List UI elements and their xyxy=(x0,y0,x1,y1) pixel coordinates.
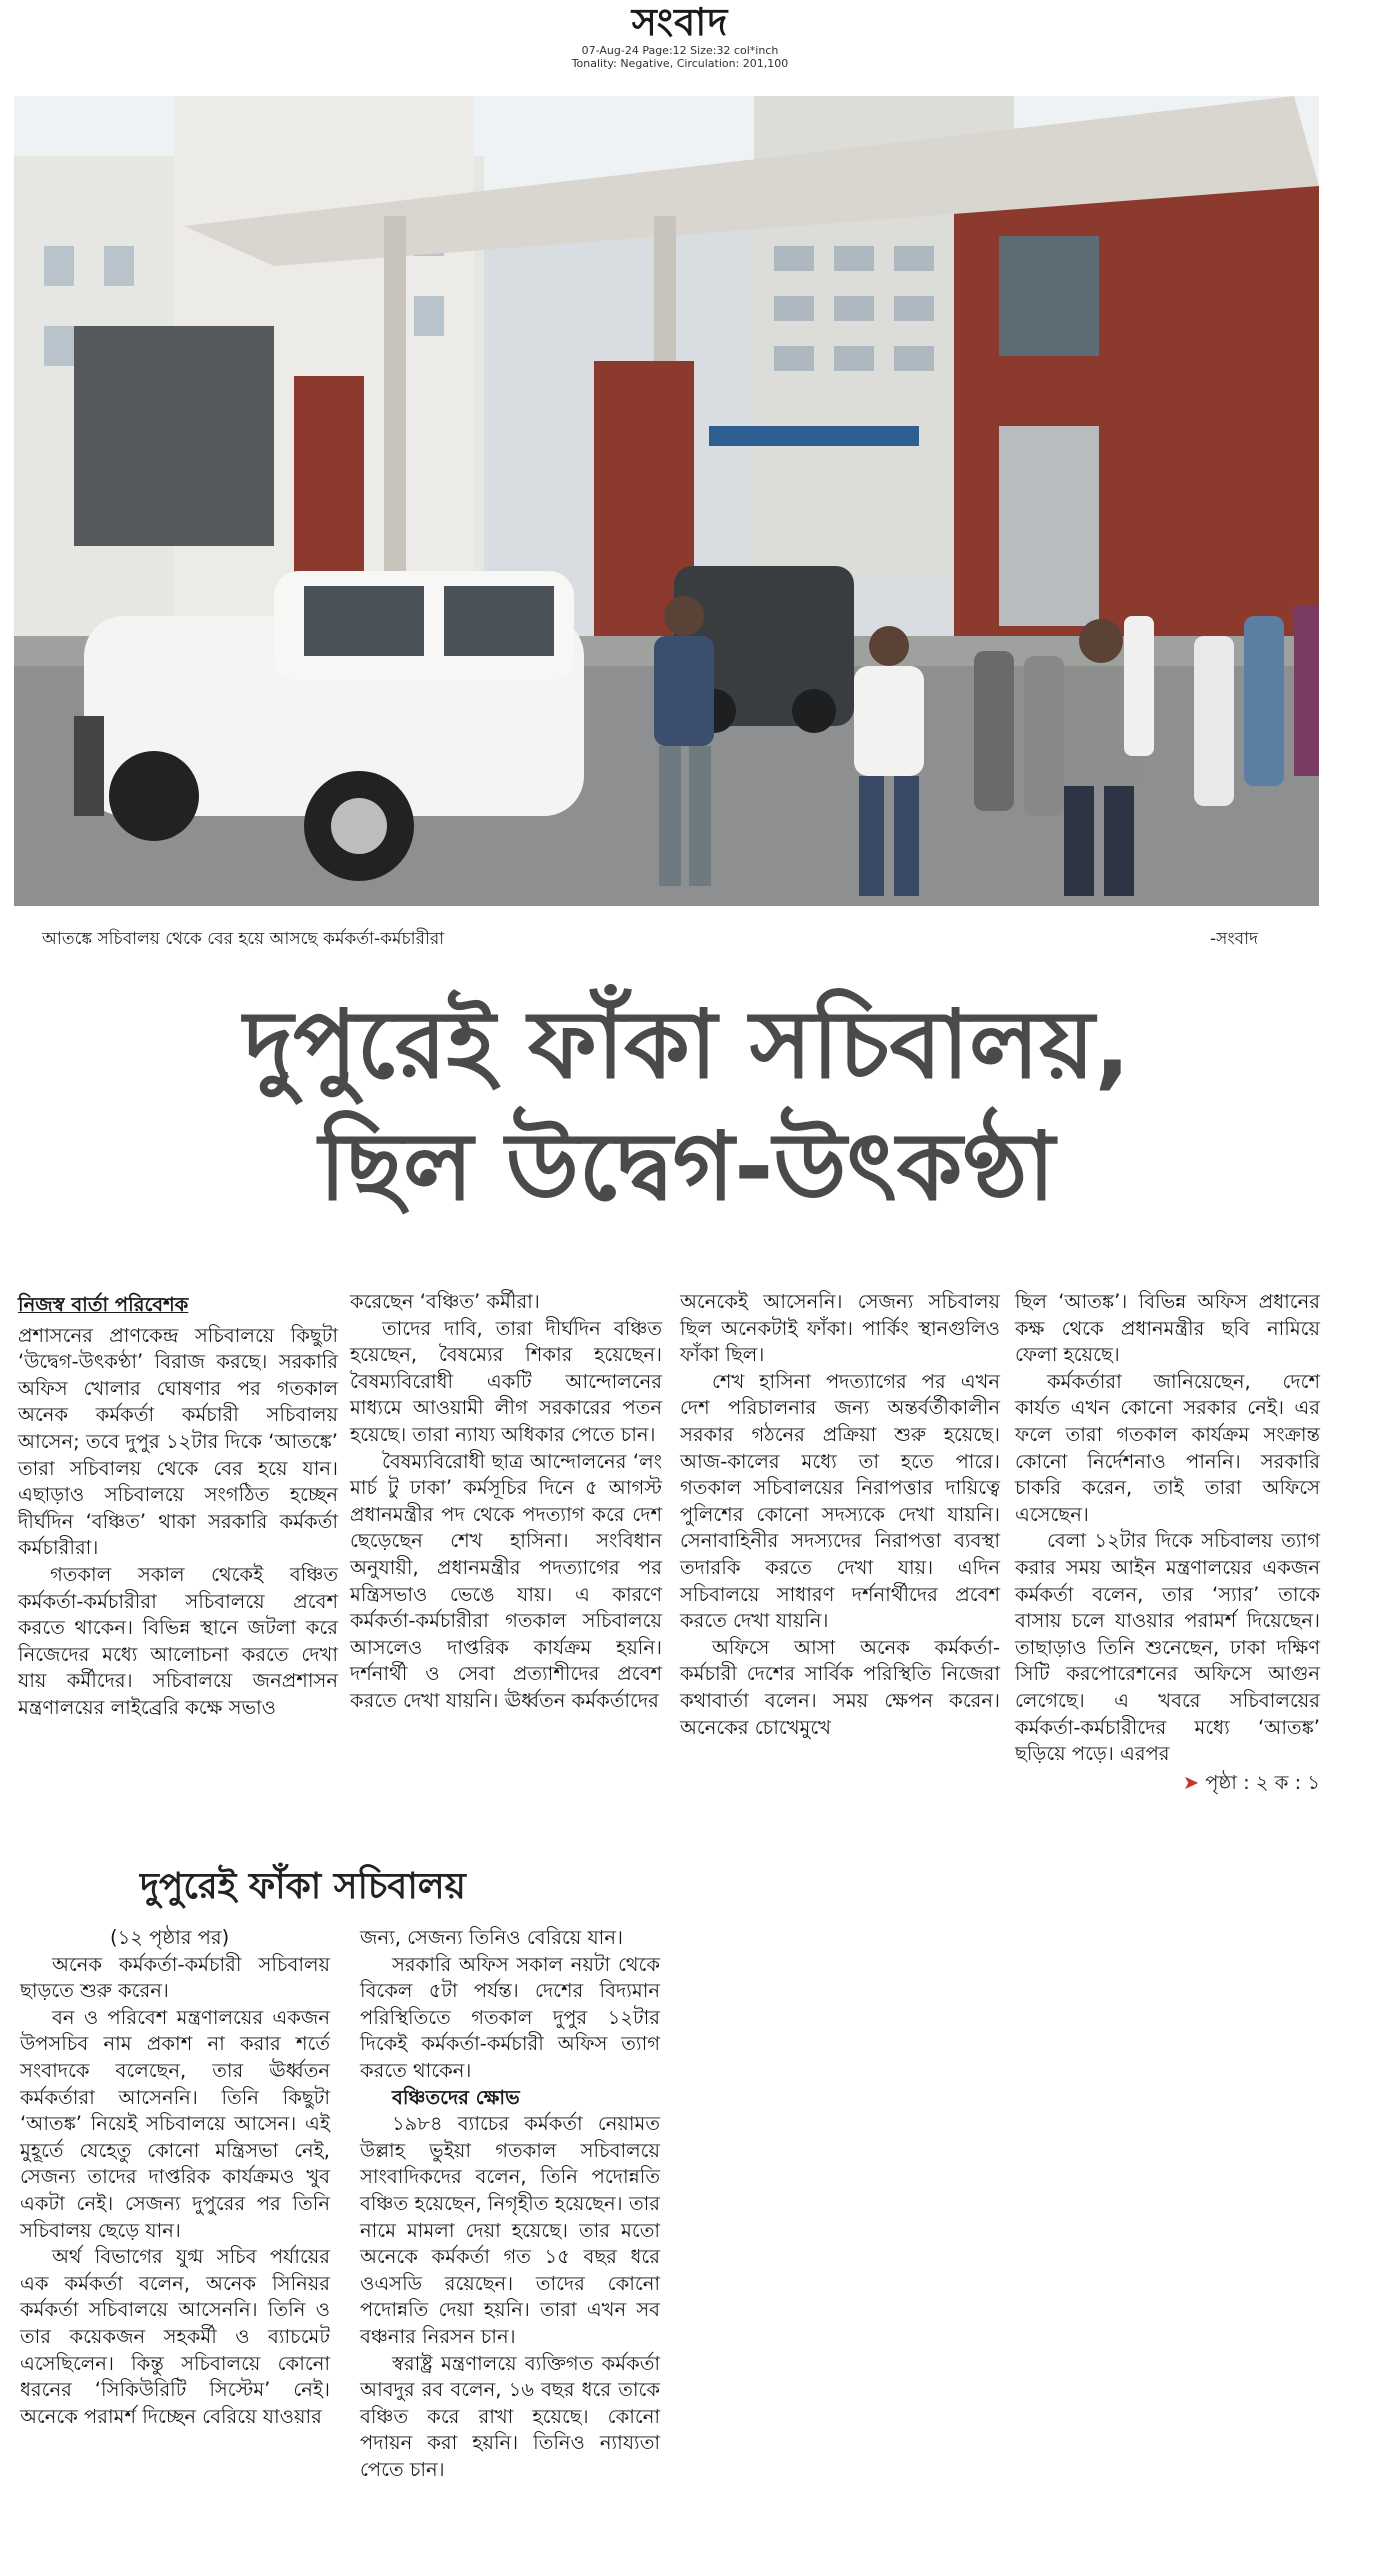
paragraph: অনেক কর্মকর্তা-কর্মচারী সচিবালয় ছাড়তে শুরু করেন। xyxy=(20,1952,330,2003)
paragraph: অর্থ বিভাগের যুগ্ম সচিব পর্যায়ের এক কর্মকর্তা বলেন, অনেক সিনিয়র কর্মকর্তা সচিবালয়ে আসেননি। তিনি ও তার কয়েকজন সহকর্মী ও ব্যাচমেট এসেছিলেন। কিন্তু সচিবালয়ে কোনো ধরনের ‘সিকিউরিটি সিস্টেম’ নেই। অনেকে পরামর্শ দিচ্ছেন বেরিয়ে যাওয়ার xyxy=(20,2245,330,2428)
photo-credit: -সংবাদ xyxy=(1210,929,1259,949)
paragraph: প্রশাসনের প্রাণকেন্দ্র সচিবালয়ে কিছুটা ‘উদ্বেগ-উৎকণ্ঠা’ বিরাজ করছে। সরকারি অফিস খোলার ঘোষণার পর গতকাল অনেক কর্মকর্তা কর্মচারী সচিবালয় আসেন; তবে দুপুর ১২টার দিকে ‘আতঙ্কে’ তারা সচিবালয় থেকে বের হয়ে যান। এছাড়াও সচিবালয়ে সংগঠিত হচ্ছেন দীর্ঘদিন ‘বঞ্চিত’ থাকা সরকারি কর্মকর্তা কর্মচারীরা। xyxy=(18,1323,338,1560)
photo-caption: আতঙ্কে সচিবালয় থেকে বের হয়ে আসছে কর্মকর্তা-কর্মচারীরা xyxy=(42,929,445,949)
paragraph: শেখ হাসিনা পদত্যাগের পর এখন দেশ পরিচালনার জন্য অন্তর্বর্তীকালীন সরকার গঠনের প্রক্রিয়া শুরু হয়েছে। আজ-কালের মধ্যে তা হতে পারে। গতকাল সচিবালয়ের নিরাপত্তার দায়িত্বে পুলিশের কোনো সদস্যকে দেখা যায়নি। সেনাবাহিনীর সদস্যদের নিরাপত্তা ব্যবস্থা তদারকি করতে দেখা যায়। এদিন সচিবালয়ে সাধারণ দর্শনার্থীদের প্রবেশ করতে দেখা যায়নি। xyxy=(680,1369,1000,1633)
paragraph: সরকারি অফিস সকাল নয়টা থেকে বিকেল ৫টা পর্যন্ত। দেশের বিদ্যমান পরিস্থিতিতে গতকাল দুপুর ১২টার দিকেই কর্মকর্তা-কর্মচারী অফিস ত্যাগ করতে থাকেন। xyxy=(360,1952,660,2082)
article-headline xyxy=(0,985,1374,1229)
article-column-3 xyxy=(680,1289,1000,1741)
subheading: বঞ্চিতদের ক্ষোভ xyxy=(392,2085,520,2109)
paragraph: ছিল ‘আতঙ্ক’। বিভিন্ন অফিস প্রধানের কক্ষ থেকে প্রধানমন্ত্রীর ছবি নামিয়ে ফেলা হয়েছে। xyxy=(1015,1290,1320,1367)
paragraph: বেলা ১২টার দিকে সচিবালয় ত্যাগ করার সময় আইন মন্ত্রণালয়ের একজন কর্মকর্তা বলেন, তার ‘স্যার’ তাকে বাসায় চলে যাওয়ার পরামর্শ দিয়েছেন। তাছাড়াও তিনি শুনেছেন, ঢাকা দক্ষিণ সিটি করপোরেশনের অফিসে আগুন লেগেছে। এ খবরে সচিবালয়ের কর্মকর্তা-কর্মচারীদের মধ্যে ‘আতঙ্ক’ ছড়িয়ে পড়ে। এরপর xyxy=(1015,1529,1320,1766)
headline-line-2: ছিল উদ্বেগ-উৎকণ্ঠা xyxy=(319,1113,1055,1222)
paragraph: করেছেন ‘বঞ্চিত’ কর্মীরা। xyxy=(350,1290,540,1313)
jump-text: পৃষ্ঠা : ২ ক : ১ xyxy=(1205,1770,1320,1794)
page-jump-reference xyxy=(1015,1770,1320,1797)
paragraph: জন্য, সেজন্য তিনিও বেরিয়ে যান। xyxy=(360,1926,623,1949)
article-column-4 xyxy=(1015,1289,1320,1796)
news-photo xyxy=(14,96,1319,906)
jump-arrow-icon: ➤ xyxy=(1182,1770,1206,1794)
paragraph: বৈষম্যবিরোধী ছাত্র আন্দোলনের ‘লং মার্চ টু ঢাকা’ কর্মসূচির দিনে ৫ আগস্ট প্রধানমন্ত্রীর পদ থেকে পদত্যাগ করে দেশ ছেড়েছেন শেখ হাসিনা। সংবিধান অনুযায়ী, প্রধানমন্ত্রীর পদত্যাগের পর মন্ত্রিসভাও ভেঙে যায়। এ কারণে কর্মকর্তা-কর্মচারীরা গতকাল সচিবালয়ে আসলেও দাপ্তরিক কার্যক্রম হয়নি। দর্শনার্থী ও সেবা প্রত্যাশীদের প্রবেশ করতে দেখা যায়নি। ঊর্ধ্বতন কর্মকর্তাদের xyxy=(350,1449,662,1712)
paragraph: স্বরাষ্ট্র মন্ত্রণালয়ে ব্যক্তিগত কর্মকর্তা আবদুর রব বলেন, ১৬ বছর ধরে তাকে বঞ্চিত করে রাখা হয়েছে। কোনো পদায়ন করা হয়নি। তিনিও ন্যায্যতা পেতে চান। xyxy=(360,2351,660,2481)
headline-line-1: দুপুরেই ফাঁকা সচিবালয়, xyxy=(243,991,1131,1100)
secretariat-gate-scene xyxy=(14,96,1319,906)
newspaper-masthead: সংবাদ xyxy=(631,0,729,44)
continued-from-label: (১২ পৃষ্ঠার পর) xyxy=(110,1926,230,1949)
paragraph: অনেকেই আসেননি। সেজন্য সচিবালয় ছিল অনেকটাই ফাঁকা। পার্কিং স্থানগুলিও ফাঁকা ছিল। xyxy=(680,1290,1000,1367)
paragraph: গতকাল সকাল থেকেই বঞ্চিত কর্মকর্তা-কর্মচারীরা সচিবালয়ে প্রবেশ করতে থাকেন। বিভিন্ন স্থানে জটলা করে নিজেদের মধ্যে আলোচনা করতে দেখা যায় কর্মীদের। সচিবালয়ে জনপ্রশাসন মন্ত্রণালয়ের লাইব্রেরি কক্ষে সভাও xyxy=(18,1562,338,1719)
continuation-column-1 xyxy=(20,1925,330,2430)
paragraph: ১৯৮৪ ব্যাচের কর্মকর্তা নেয়ামত উল্লাহ ভুইয়া গতকাল সচিবালয়ে সাংবাদিকদের বলেন, তিনি পদোন্নতি বঞ্চিত হয়েছেন, নিগৃহীত হয়েছেন। তার নামে মামলা দেয়া হয়েছে। তার মতো অনেকে কর্মকর্তা গত ১৫ বছর ধরে ওএসডি রয়েছেন। তাদের কোনো পদোন্নতি দেয়া হয়নি। তারা এখন সব বঞ্চনার নিরসন চান। xyxy=(360,2112,660,2348)
article-column-1 xyxy=(18,1292,338,1722)
continuation-column-2 xyxy=(360,1925,660,2483)
article-column-2 xyxy=(350,1289,662,1715)
paragraph: তাদের দাবি, তারা দীর্ঘদিন বঞ্চিত হয়েছেন, বৈষম্যের শিকার হয়েছেন। বৈষম্যবিরোধী একটি আন্দোলনের মাধ্যমে আওয়ামী লীগ সরকারের পতন হয়েছে। তারা ন্যায্য অধিকার পেতে চান। xyxy=(350,1316,662,1446)
clipping-meta-page: 07-Aug-24 Page:12 Size:32 col*inch xyxy=(581,44,779,57)
paragraph: অফিসে আসা অনেক কর্মকর্তা-কর্মচারী দেশের সার্বিক পরিস্থিতি নিজেরা কথাবার্তা বলেন। সময় ক্ষেপন করেন। অনেকের চোখেমুখে xyxy=(680,1635,1000,1739)
paragraph: বন ও পরিবেশ মন্ত্রণালয়ের একজন উপসচিব নাম প্রকাশ না করার শর্তে সংবাদকে বলেছেন, তার ঊর্ধ্বতন কর্মকর্তারা আসেননি। তিনি কিছুটা ‘আতঙ্ক’ নিয়েই সচিবালয়ে আসেন। এই মুহূর্তে যেহেতু কোনো মন্ত্রিসভা নেই, সেজন্য তাদের দাপ্তরিক কার্যক্রমও খুব একটা নেই। সেজন্য দুপুরের পর তিনি সচিবালয় ছেড়ে যান। xyxy=(20,2005,330,2242)
clipping-meta-tonality: Tonality: Negative, Circulation: 201,100 xyxy=(571,57,789,70)
byline: নিজস্ব বার্তা পরিবেশক xyxy=(18,1293,189,1316)
paragraph: কর্মকর্তারা জানিয়েছেন, দেশে কার্যত এখন কোনো সরকার নেই। এর ফলে তারা গতকাল কার্যক্রম সংক্রান্ত কোনো নির্দেশনাও পাননি। সরকারি চাকরি করেন, তাই তারা অফিসে এসেছেন। xyxy=(1015,1369,1320,1526)
continuation-title: দুপুরেই ফাঁকা সচিবালয় xyxy=(140,1866,466,1907)
